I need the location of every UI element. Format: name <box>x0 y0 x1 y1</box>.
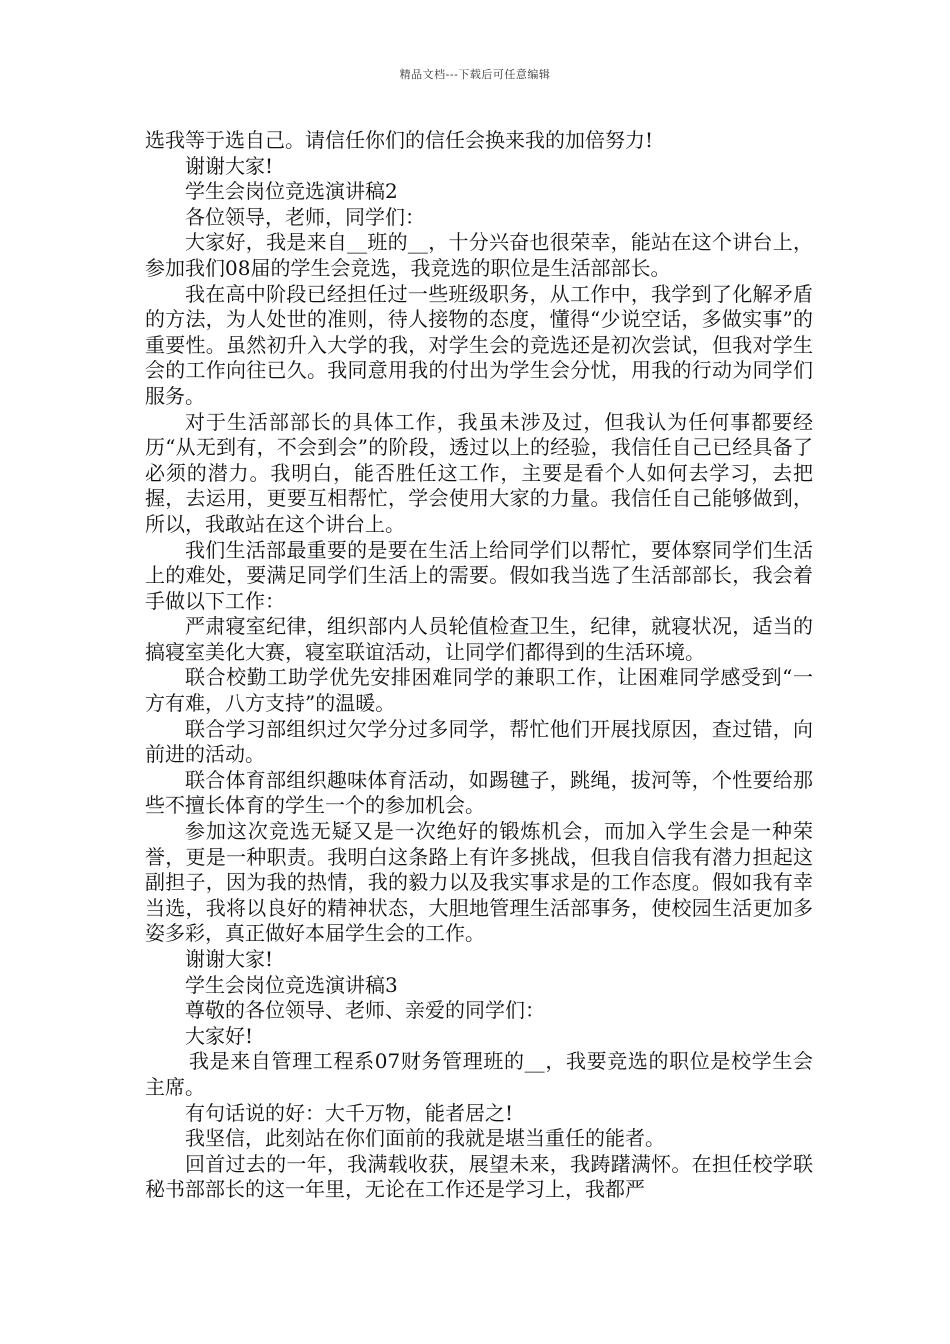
page-header: 精品文档---下载后可任意编辑 <box>399 68 551 81</box>
section-title: 学生会岗位竞选演讲稿3 <box>185 972 398 997</box>
paragraph: 选我等于选自己。请信任你们的信任会换来我的加倍努力! <box>145 128 654 152</box>
greeting: 大家好! <box>185 1023 254 1048</box>
paragraph: 严肃寝室纪律，组织部内人员轮值检查卫生，纪律，就寝状况，适当的搞寝室美化大赛，寝室联谊活动，让同学们都得到的生活环境。 <box>145 614 813 664</box>
paragraph: 我坚信，此刻站在你们面前的我就是堪当重任的能者。 <box>185 1126 665 1151</box>
paragraph: 我在高中阶段已经担任过一些班级职务，从工作中，我学到了化解矛盾的方法，为人处世的准则，待人接物的态度，懂得“少说空话，多做实事”的重要性。虽然初升入大学的我，对学生会的竞选还是初次尝试，但我对学生会的工作向往已久。我同意用我的付出为学生会分忧，用我的行动为同学们服务。 <box>145 281 813 408</box>
paragraph: 回首过去的一年，我满载收获，展望未来，我踌躇满怀。在担任校学联秘书部部长的这一年里，无论在工作还是学习上，我都严 <box>145 1151 813 1202</box>
salutation: 各位领导，老师，同学们： <box>185 204 425 229</box>
salutation: 尊敬的各位领导、老师、亲爱的同学们： <box>185 998 545 1023</box>
paragraph: 参加这次竞选无疑又是一次绝好的锻炼机会，而加入学生会是一种荣誉，更是一种职责。我明白这条路上有许多挑战，但我自信我有潜力担起这副担子，因为我的热情，我的毅力以及我实事求是的工作态度。假如我有幸当选，我将以良好的精神状态，大胆地管理生活部事务，使校园生活更加多姿多彩，真正做好本届学生会的工作。 <box>145 819 813 946</box>
paragraph: 联合体育部组织趣味体育活动，如踢毽子，跳绳，拔河等，个性要给那些不擅长体育的学生一个的参加机会。 <box>145 767 813 818</box>
paragraph: 对于生活部部长的具体工作，我虽未涉及过，但我认为任何事都要经历“从无到有，不会到会”的阶段，透过以上的经验，我信任自己已经具备了必须的潜力。我明白，能否胜任这工作，主要是看个人如何去学习，去把握，去运用，更要互相帮忙，学会使用大家的力量。我信任自己能够做到，所以，我敢站在这个讲台上。 <box>145 409 813 536</box>
paragraph: 有句话说的好：大千万物，能者居之! <box>185 1100 514 1125</box>
paragraph: 大家好，我是来自__班的__，十分兴奋也很荣幸，能站在这个讲台上，参加我们08届的学生会竞选，我竞选的职位是生活部部长。 <box>145 230 813 280</box>
paragraph: 我是来自管理工程系07财务管理班的__，我要竞选的职位是校学生会主席。 <box>145 1049 813 1099</box>
paragraph: 联合校勤工助学优先安排困难同学的兼职工作，让困难同学感受到“一方有难，八方支持”的温暖。 <box>145 665 813 716</box>
closing-thanks: 谢谢大家! <box>185 153 274 178</box>
document-body <box>145 128 813 1203</box>
section-title: 学生会岗位竞选演讲稿2 <box>185 179 398 204</box>
closing-thanks: 谢谢大家! <box>185 947 274 971</box>
paragraph: 联合学习部组织过欠学分过多同学，帮忙他们开展找原因，查过错，向前进的活动。 <box>145 716 813 767</box>
paragraph: 我们生活部最重要的是要在生活上给同学们以帮忙，要体察同学们生活上的难处，要满足同学们生活上的需要。假如我当选了生活部部长，我会着手做以下工作： <box>145 537 813 613</box>
